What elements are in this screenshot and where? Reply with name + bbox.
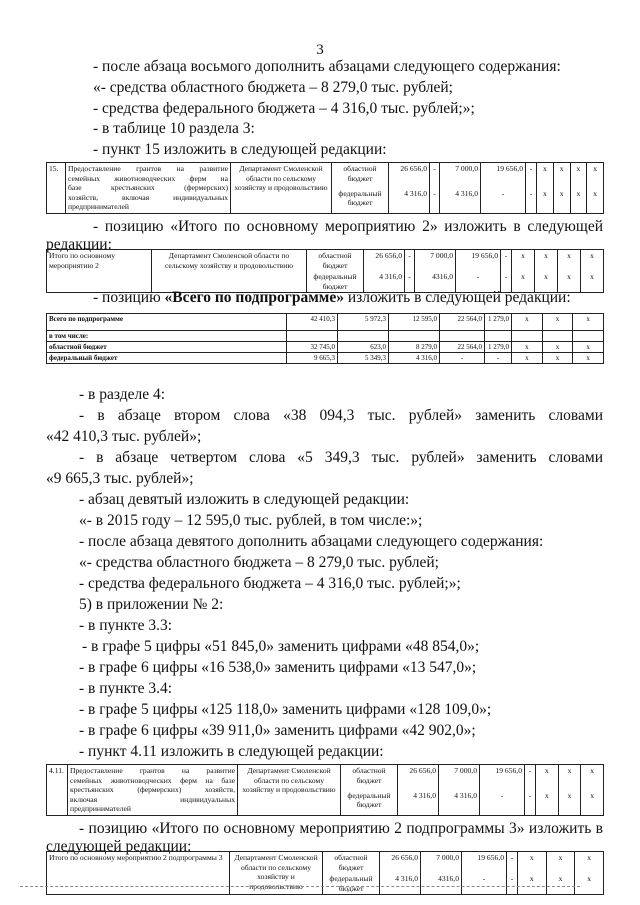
cell: х (581, 250, 604, 272)
cell: - (456, 271, 501, 293)
cell: 26 656,0 (380, 852, 421, 874)
text-line: редакции: (46, 236, 112, 253)
cell: 4 316,0 (439, 790, 480, 815)
cell: 5 972,3 (338, 314, 389, 331)
cell: - (485, 353, 512, 364)
cell: - (405, 271, 415, 293)
table-subprogram-total (46, 313, 604, 364)
text-line: - в пункте 3.4: (79, 680, 173, 697)
cell: 1 279,0 (485, 314, 512, 331)
cell: х (573, 314, 604, 331)
cell: - (525, 790, 536, 815)
cell: х (536, 790, 559, 815)
cell: х (573, 342, 604, 353)
cell: х (581, 271, 604, 293)
cell: х (537, 163, 554, 188)
text-line: - после абзаца девятого дополнить абзацами следующего содержания: (79, 533, 544, 550)
table-item-15 (46, 162, 604, 214)
cell: федеральный бюджет (323, 873, 380, 895)
cell: в том числе: (47, 331, 287, 342)
cell: - (507, 852, 518, 874)
cell: - (462, 873, 507, 895)
cell: 1 279,0 (485, 342, 512, 353)
cell: 4316,0 (415, 271, 456, 293)
cell-name: Всего по подпрограмме (47, 314, 287, 331)
cell: 19 656,0 (481, 163, 526, 188)
cell: х (587, 163, 604, 188)
cell: областной бюджет (47, 342, 287, 353)
cell: х (512, 342, 543, 353)
cell-name: Итого по основному мероприятию 2 (47, 250, 152, 293)
cell: 8 279,0 (389, 342, 440, 353)
cell: - (405, 250, 415, 272)
cell: областной бюджет (307, 250, 364, 272)
text-line: - в графе 6 цифры «39 911,0» заменить цифрами «42 902,0»; (79, 722, 476, 739)
cell: 5 349,3 (338, 353, 389, 364)
cell: - (481, 188, 526, 213)
text-line: - в графе 5 цифры «51 845,0» заменить цифрами «48 854,0»; (82, 638, 480, 655)
cell: 4 316,0 (398, 790, 439, 815)
cell: х (558, 271, 581, 293)
cell: 26 656,0 (398, 765, 439, 790)
text-line: «9 665,3 тыс. рублей»; (46, 470, 194, 487)
cell: 22 564,0 (440, 314, 485, 331)
cell: - (480, 790, 525, 815)
text-line: - средства федерального бюджета – 4 316,0 тыс. рублей;»; (79, 575, 461, 592)
text-line: следующей редакции: (46, 838, 192, 855)
cell: 4316,0 (421, 873, 462, 895)
table-row (47, 331, 604, 342)
cell: х (512, 314, 543, 331)
table-row (47, 314, 604, 331)
cell: х (512, 271, 535, 293)
cell: 19 656,0 (462, 852, 507, 874)
cell: 9 665,3 (287, 353, 338, 364)
cell: 42 410,3 (287, 314, 338, 331)
cell: 26 656,0 (364, 250, 405, 272)
page-number: 3 (316, 42, 324, 58)
cell: 12 595,0 (389, 314, 440, 331)
cell: х (535, 271, 558, 293)
text-line: - в абзаце четвертом слова «5 349,3 тыс. рублей» заменить словами (79, 449, 603, 466)
cell: областной бюджет (341, 765, 398, 790)
table-row (47, 353, 604, 364)
cell: - (440, 353, 485, 364)
text-line: - позицию «Итого по основному мероприятию 2 подпрограммы 3» изложить в (79, 820, 603, 837)
cell: х (512, 250, 535, 272)
text-line: - пункт 15 изложить в следующей редакции: (93, 141, 387, 158)
cell: 7 000,0 (415, 250, 456, 272)
table-row (47, 163, 604, 188)
cell: 7 000,0 (440, 163, 481, 188)
cell-description: Предоставление грантов на развитие семейных животноводческих ферм на базе крестьянских (фермерских) хозяйств, включая индивидуальных предпринимателей (66, 163, 231, 214)
cell: федеральный бюджет (307, 271, 364, 293)
table-row (47, 765, 604, 790)
cell: - (501, 271, 512, 293)
cell: 4 316,0 (440, 188, 481, 213)
text-line: «- средства областного бюджета – 8 279,0 тыс. рублей; (93, 79, 453, 96)
cell: х (537, 188, 554, 213)
cell: - (526, 163, 537, 188)
cell: 19 656,0 (480, 765, 525, 790)
cell: х (575, 873, 604, 895)
cell: х (558, 765, 581, 790)
cell: 4 316,0 (389, 353, 440, 364)
cell: х (546, 873, 575, 895)
cell: х (542, 342, 573, 353)
cell: областной бюджет (323, 852, 380, 874)
footer-divider (20, 886, 580, 887)
cell: х (558, 790, 581, 815)
cell: х (573, 353, 604, 364)
cell: х (575, 852, 604, 874)
cell: - (430, 188, 440, 213)
text-line: - абзац девятый изложить в следующей редакции: (79, 491, 410, 508)
cell: 26 656,0 (389, 163, 430, 188)
cell: х (587, 188, 604, 213)
cell-description: Предоставление грантов на развитие семейных животноводческих ферм на базе крестьянских (фермерских) хозяйств, включая индивидуальных предпринимателей (68, 765, 238, 816)
cell-department: Департамент Смоленской области по сельскому хозяйству и продовольствию (152, 250, 307, 293)
cell-name: Итого по основному мероприятию 2 подпрограммы 3 (47, 852, 230, 895)
cell-department: Департамент Смоленской области по сельскому хозяйству и продовольствию (231, 163, 332, 214)
cell: х (558, 250, 581, 272)
table-row (47, 342, 604, 353)
cell: х (518, 873, 547, 895)
text-line: - в пункте 3.3: (79, 617, 173, 634)
cell: 15. (47, 163, 66, 214)
cell: федеральный бюджет (332, 188, 389, 213)
cell: 4.11. (47, 765, 68, 816)
cell: 4 316,0 (389, 188, 430, 213)
cell: х (518, 852, 547, 874)
cell: - (501, 250, 512, 272)
cell: х (570, 188, 587, 213)
cell: 19 656,0 (456, 250, 501, 272)
cell: - (430, 163, 440, 188)
table-row (47, 852, 604, 874)
cell: х (536, 765, 559, 790)
text-line: - в разделе 4: (79, 386, 166, 403)
cell: - (526, 188, 537, 213)
text-line: - в графе 6 цифры «16 538,0» заменить цифрами «13 547,0»; (79, 659, 477, 676)
cell-department: Департамент Смоленской области по сельскому хозяйству и продовольствию (238, 765, 341, 816)
cell: х (581, 790, 604, 815)
cell: федеральный бюджет (47, 353, 287, 364)
cell: областной бюджет (332, 163, 389, 188)
table-total-measure-2 (46, 249, 604, 293)
text-line: - после абзаца восьмого дополнить абзацами следующего содержания: (93, 58, 561, 75)
cell: х (546, 852, 575, 874)
cell: - (507, 873, 518, 895)
table-item-4-11 (46, 764, 604, 816)
cell: х (542, 353, 573, 364)
cell: х (512, 353, 543, 364)
table-total-measure-2-sub-3 (46, 851, 604, 895)
text-line: - позицию «Итого по основному мероприятию 2» изложить в следующей (93, 218, 603, 235)
text-line: «- в 2015 году – 12 595,0 тыс. рублей, в том числе:»; (79, 512, 423, 529)
cell: - (525, 765, 536, 790)
cell: 22 564,0 (440, 342, 485, 353)
cell: 4 316,0 (380, 873, 421, 895)
cell: 7 000,0 (421, 852, 462, 874)
text-line: 5) в приложении № 2: (79, 596, 224, 613)
text-line: - средства федерального бюджета – 4 316,0 тыс. рублей;»; (93, 100, 475, 117)
cell: 7 000,0 (439, 765, 480, 790)
table-row (47, 250, 604, 272)
cell: 32 745,0 (287, 342, 338, 353)
cell: х (542, 314, 573, 331)
cell: 4 316,0 (364, 271, 405, 293)
cell: х (581, 765, 604, 790)
cell: 623,0 (338, 342, 389, 353)
text-line: - пункт 4.11 изложить в следующей редакции: (79, 743, 384, 760)
cell: х (553, 163, 570, 188)
cell: федеральный бюджет (341, 790, 398, 815)
cell: х (553, 188, 570, 213)
cell: х (535, 250, 558, 272)
text-line: «42 410,3 тыс. рублей»; (46, 428, 202, 445)
cell: х (570, 163, 587, 188)
text-line: - позицию «Всего по подпрограмме» изложить в следующей редакции: (93, 289, 571, 306)
text-line: «- средства областного бюджета – 8 279,0 тыс. рублей; (79, 554, 439, 571)
text-line: - в абзаце втором слова «38 094,3 тыс. рублей» заменить словами (79, 407, 603, 424)
text-line: - в таблице 10 раздела 3: (93, 120, 255, 137)
cell-department: Департамент Смоленской области по сельскому хозяйству и продовольствию (230, 852, 323, 895)
text-line: - в графе 5 цифры «125 118,0» заменить цифрами «128 109,0»; (79, 701, 492, 718)
